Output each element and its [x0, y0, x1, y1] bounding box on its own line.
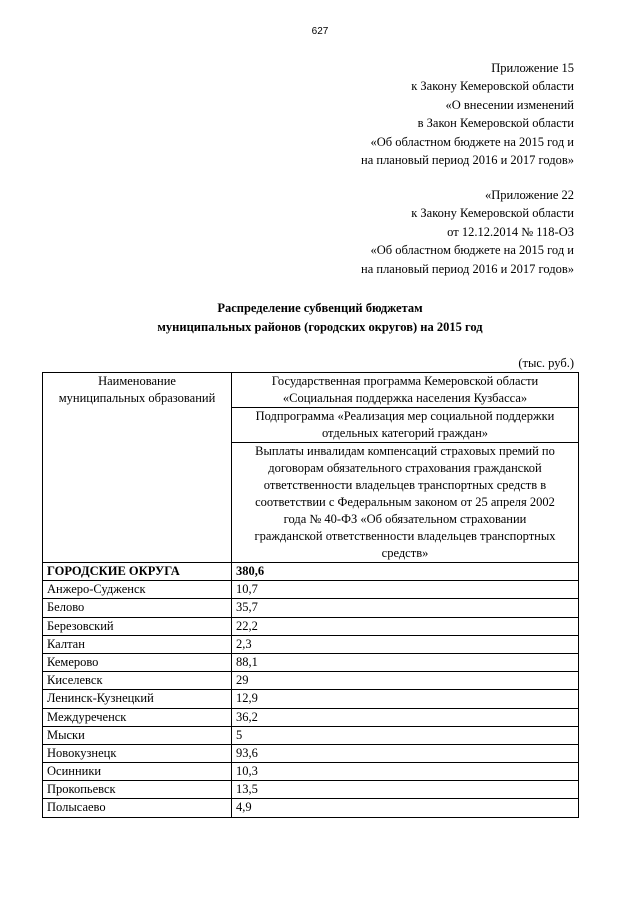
header-line: Государственная программа Кемеровской области: [271, 374, 539, 388]
appendix-line: «Приложение 22: [485, 188, 574, 202]
document-title: [0, 299, 640, 336]
appendix-line: «Об областном бюджете на 2015 год и: [370, 243, 574, 258]
municipality-column-header: [43, 373, 232, 563]
subvention-value: 5: [232, 726, 579, 744]
appendix-line: на плановый период 2016 и 2017 годов»: [361, 153, 574, 168]
total-row: [43, 563, 579, 581]
subvention-value: 2,3: [232, 635, 579, 653]
subvention-value: 93,6: [232, 744, 579, 762]
subvention-value: 12,9: [232, 690, 579, 708]
header-line: договорам обязательного страхования гражданской: [268, 461, 542, 475]
municipality-name: Березовский: [43, 617, 232, 635]
units-label: (тыс. руб.): [518, 356, 574, 370]
subvention-value: 88,1: [232, 653, 579, 671]
appendix-line: от 12.12.2014 № 118-ОЗ: [447, 224, 574, 239]
header-line: муниципальных образований: [58, 391, 216, 405]
appendix-line: на плановый период 2016 и 2017 годов»: [361, 261, 574, 276]
subvention-value: 10,7: [232, 581, 579, 599]
subvention-value: 4,9: [232, 799, 579, 817]
municipality-name: Новокузнецк: [43, 744, 232, 762]
subvention-value: 22,2: [232, 617, 579, 635]
header-line: Подпрограмма «Реализация мер социальной поддержки: [255, 409, 555, 423]
appendix-15-header: [361, 59, 574, 169]
table-row: [43, 726, 579, 744]
municipality-name: Осинники: [43, 763, 232, 781]
subvention-value: 10,3: [232, 763, 579, 781]
page-number: 627: [311, 26, 329, 37]
appendix-22-header: [361, 186, 574, 278]
program-header-row: [43, 373, 579, 408]
table-row: [43, 763, 579, 781]
appendix-line: «О внесении изменений: [445, 97, 574, 112]
appendix-line: к Закону Кемеровской области: [411, 206, 574, 221]
table-row: [43, 690, 579, 708]
municipality-name: Калтан: [43, 635, 232, 653]
appendix-line: к Закону Кемеровской области: [411, 79, 574, 94]
header-line: ответственности владельцев транспортных средств в: [263, 478, 547, 492]
total-name: ГОРОДСКИЕ ОКРУГА: [43, 563, 232, 581]
table-row: [43, 781, 579, 799]
municipality-name: Мыски: [43, 726, 232, 744]
table-row: [43, 617, 579, 635]
appendix-line: в Закон Кемеровской области: [417, 116, 574, 131]
table-row: [43, 799, 579, 817]
table-row: [43, 581, 579, 599]
subvention-table: [42, 372, 579, 818]
table-row: [43, 635, 579, 653]
table-row: [43, 708, 579, 726]
header-line: отдельных категорий граждан»: [321, 426, 489, 440]
measure-header: [232, 443, 579, 563]
header-line: Выплаты инвалидам компенсаций страховых премий по: [255, 444, 555, 458]
header-line: средств»: [381, 546, 429, 560]
municipality-name: Прокопьевск: [43, 781, 232, 799]
municipality-name: Ленинск-Кузнецкий: [43, 690, 232, 708]
header-line: «Социальная поддержка населения Кузбасса»: [282, 391, 528, 405]
subvention-value: 13,5: [232, 781, 579, 799]
municipality-name: Киселевск: [43, 672, 232, 690]
subprogram-header: [232, 408, 579, 443]
subvention-value: 35,7: [232, 599, 579, 617]
total-value: 380,6: [232, 563, 579, 581]
municipality-name: Междуреченск: [43, 708, 232, 726]
municipality-name: Анжеро-Судженск: [43, 581, 232, 599]
municipality-name: Кемерово: [43, 653, 232, 671]
header-line: года № 40-ФЗ «Об обязательном страховании: [283, 512, 527, 526]
header-line: гражданской ответственности владельцев транспортных: [254, 529, 556, 543]
table-row: [43, 672, 579, 690]
table-row: [43, 744, 579, 762]
subvention-value: 36,2: [232, 708, 579, 726]
subvention-value: 29: [232, 672, 579, 690]
program-header: [232, 373, 579, 408]
appendix-line: Приложение 15: [491, 61, 574, 75]
table-row: [43, 653, 579, 671]
appendix-line: «Об областном бюджете на 2015 год и: [370, 134, 574, 149]
title-line-2: муниципальных районов (городских округов) на 2015 год: [157, 319, 483, 334]
municipality-name: Полысаево: [43, 799, 232, 817]
municipality-name: Белово: [43, 599, 232, 617]
table-row: [43, 599, 579, 617]
header-line: Наименование: [98, 374, 176, 388]
title-line-1: Распределение субвенций бюджетам: [217, 301, 423, 315]
header-line: соответствии с Федеральным законом от 25 апреля 2002: [255, 495, 555, 509]
